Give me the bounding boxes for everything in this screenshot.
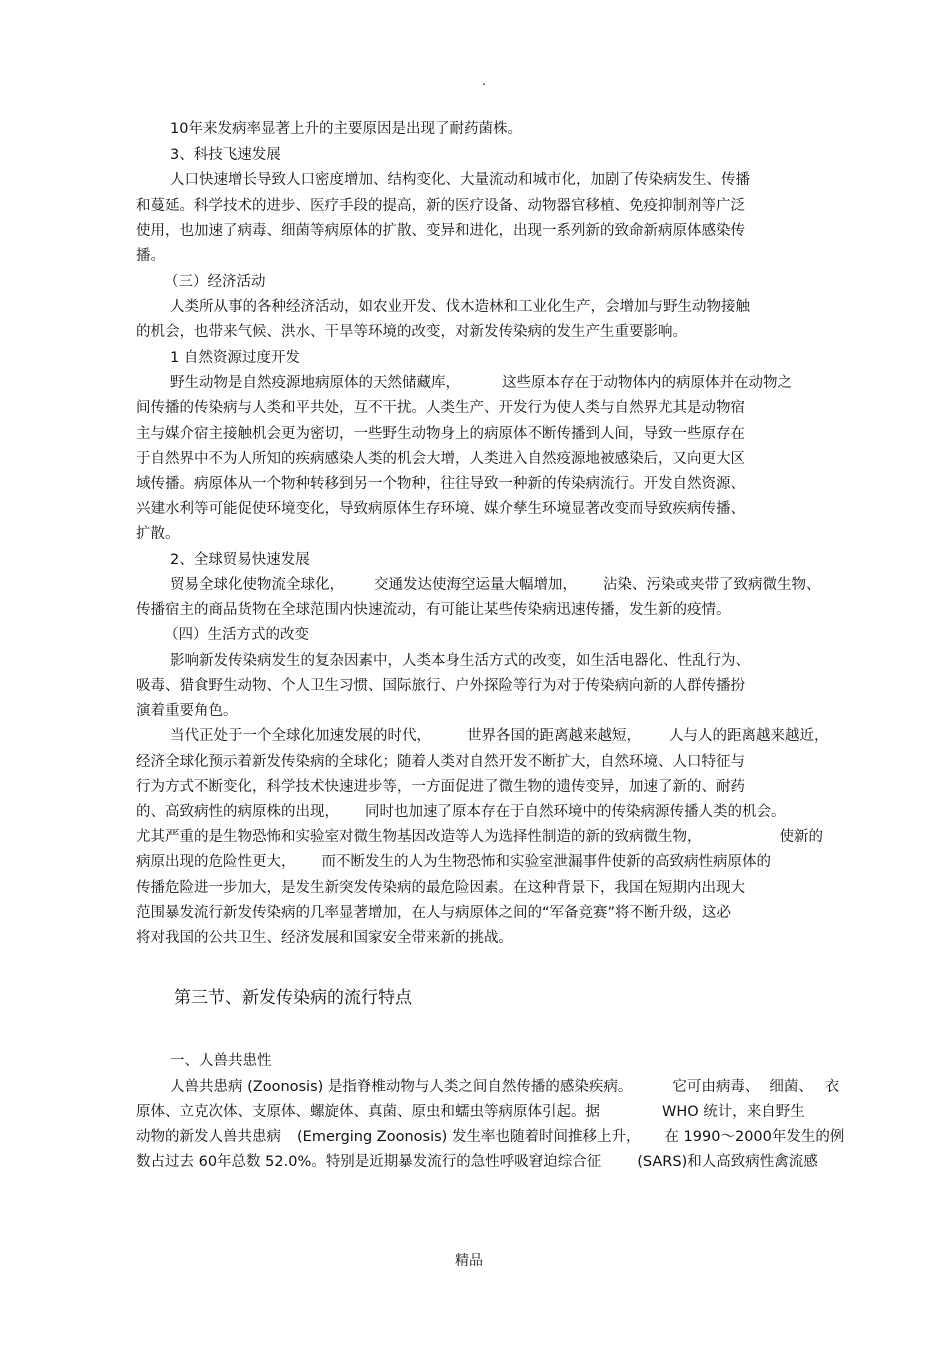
subheading-trade: 2、全球贸易快速发展 bbox=[170, 552, 310, 568]
text-line: 人口快速增长导致人口密度增加、结构变化、大量流动和城市化，加剧了传染病发生、传播 bbox=[170, 172, 750, 188]
section-economic: （三）经济活动 bbox=[164, 274, 266, 290]
text-line: 范围暴发流行新发传染病的几率显著增加，在人与病原体之间的“军备竞赛”将不断升级，这必 bbox=[136, 905, 732, 921]
text-line: 域传播。病原体从一个物种转移到另一个物种，往往导致一种新的传染病流行。开发自然资源、 bbox=[136, 476, 745, 492]
text-line: 扩散。 bbox=[136, 526, 180, 542]
text-line: 主与媒介宿主接触机会更为密切，一些野生动物身上的病原体不断传播到人间，导致一些原存在 bbox=[136, 426, 745, 442]
text-line: 10年来发病率显著上升的主要原因是出现了耐药菌株。 bbox=[170, 121, 522, 137]
text-line: 动物的新发人兽共患病 (Emerging Zoonosis) 发生率也随着时间推移上升， 在 1990～2000年发生的例 bbox=[136, 1129, 845, 1145]
text-line: 传播危险进一步加大，是发生新突发传染病的最危险因素。在这种背景下，我国在短期内出现大 bbox=[136, 880, 745, 896]
text-line: 人兽共患病 (Zoonosis) 是指脊椎动物与人类之间自然传播的感染疾病。 它可由病毒、 细菌、 衣 bbox=[170, 1079, 840, 1095]
text-line: 贸易全球化使物流全球化， 交通发达使海空运量大幅增加， 沾染、污染或夹带了致病微生物、 bbox=[170, 577, 821, 593]
header-mark: . bbox=[482, 74, 486, 88]
text-line: 人类所从事的各种经济活动，如农业开发、伐木造林和工业化生产，会增加与野生动物接触 bbox=[170, 299, 750, 315]
section-lifestyle: （四）生活方式的改变 bbox=[164, 627, 309, 643]
text-line: 使用，也加速了病毒、细菌等病原体的扩散、变异和进化，出现一系列新的致命新病原体感染传 bbox=[136, 223, 745, 239]
text-line: 数占过去 60年总数 52.0%。特别是近期暴发流行的急性呼吸窘迫综合征 (SARS)和人高致病性禽流感 bbox=[136, 1154, 818, 1170]
text-line: 原体、立克次体、支原体、螺旋体、真菌、原虫和蠕虫等病原体引起。据 WHO 统计，来自野生 bbox=[136, 1104, 805, 1120]
text-line: 当代正处于一个全球化加速发展的时代， 世界各国的距离越来越短， 人与人的距离越来越近， bbox=[170, 728, 829, 744]
text-line: 传播宿主的商品货物在全球范围内快速流动，有可能让某些传染病迅速传播，发生新的疫情。 bbox=[136, 602, 731, 618]
text-line: 吸毒、猎食野生动物、个人卫生习惯、国际旅行、户外探险等行为对于传染病向新的人群传播扮 bbox=[136, 678, 745, 694]
subheading-zoonosis: 一、人兽共患性 bbox=[170, 1053, 272, 1069]
text-line: 野生动物是自然疫源地病原体的天然储藏库， 这些原本存在于动物体内的病原体并在动物之 bbox=[170, 375, 792, 391]
subheading-resources: 1 自然资源过度开发 bbox=[170, 350, 300, 366]
text-line: 兴建水利等可能促使环境变化，导致病原体生存环境、媒介孳生环境显著改变而导致疾病传播、 bbox=[136, 501, 745, 517]
page-footer: 精品 bbox=[455, 1253, 483, 1269]
text-line: 的、高致病性的病原株的出现， 同时也加速了原本存在于自然环境中的传染病源传播人类的机会。 bbox=[136, 804, 786, 820]
text-line: 和蔓延。科学技术的进步、医疗手段的提高，新的医疗设备、动物器官移植、免疫抑制剂等广泛 bbox=[136, 198, 745, 214]
text-line: 将对我国的公共卫生、经济发展和国家安全带来新的挑战。 bbox=[136, 930, 513, 946]
chapter-section-title: 第三节、新发传染病的流行特点 bbox=[174, 988, 412, 1008]
text-line: 间传播的传染病与人类和平共处，互不干扰。人类生产、开发行为使人类与自然界尤其是动物宿 bbox=[136, 400, 745, 416]
text-line: 行为方式不断变化，科学技术快速进步等，一方面促进了微生物的遗传变异，加速了新的、耐药 bbox=[136, 779, 745, 795]
subheading-tech: 3、科技飞速发展 bbox=[170, 147, 281, 163]
text-line: 播。 bbox=[136, 248, 165, 264]
text-line: 演着重要角色。 bbox=[136, 703, 238, 719]
text-line: 经济全球化预示着新发传染病的全球化；随着人类对自然开发不断扩大，自然环境、人口特征与 bbox=[136, 754, 745, 770]
text-line: 尤其严重的是生物恐怖和实验室对微生物基因改造等人为选择性制造的新的致病微生物， 使新的 bbox=[136, 829, 823, 845]
text-line: 的机会，也带来气候、洪水、干旱等环境的改变，对新发传染病的发生产生重要影响。 bbox=[136, 324, 687, 340]
text-line: 于自然界中不为人所知的疾病感染人类的机会大增，人类进入自然疫源地被感染后，又向更大区 bbox=[136, 451, 745, 467]
text-line: 病原出现的危险性更大， 而不断发生的人为生物恐怖和实验室泄漏事件使新的高致病性病原体的 bbox=[136, 854, 771, 870]
text-line: 影响新发传染病发生的复杂因素中，人类本身生活方式的改变，如生活电器化、性乱行为、 bbox=[170, 653, 750, 669]
